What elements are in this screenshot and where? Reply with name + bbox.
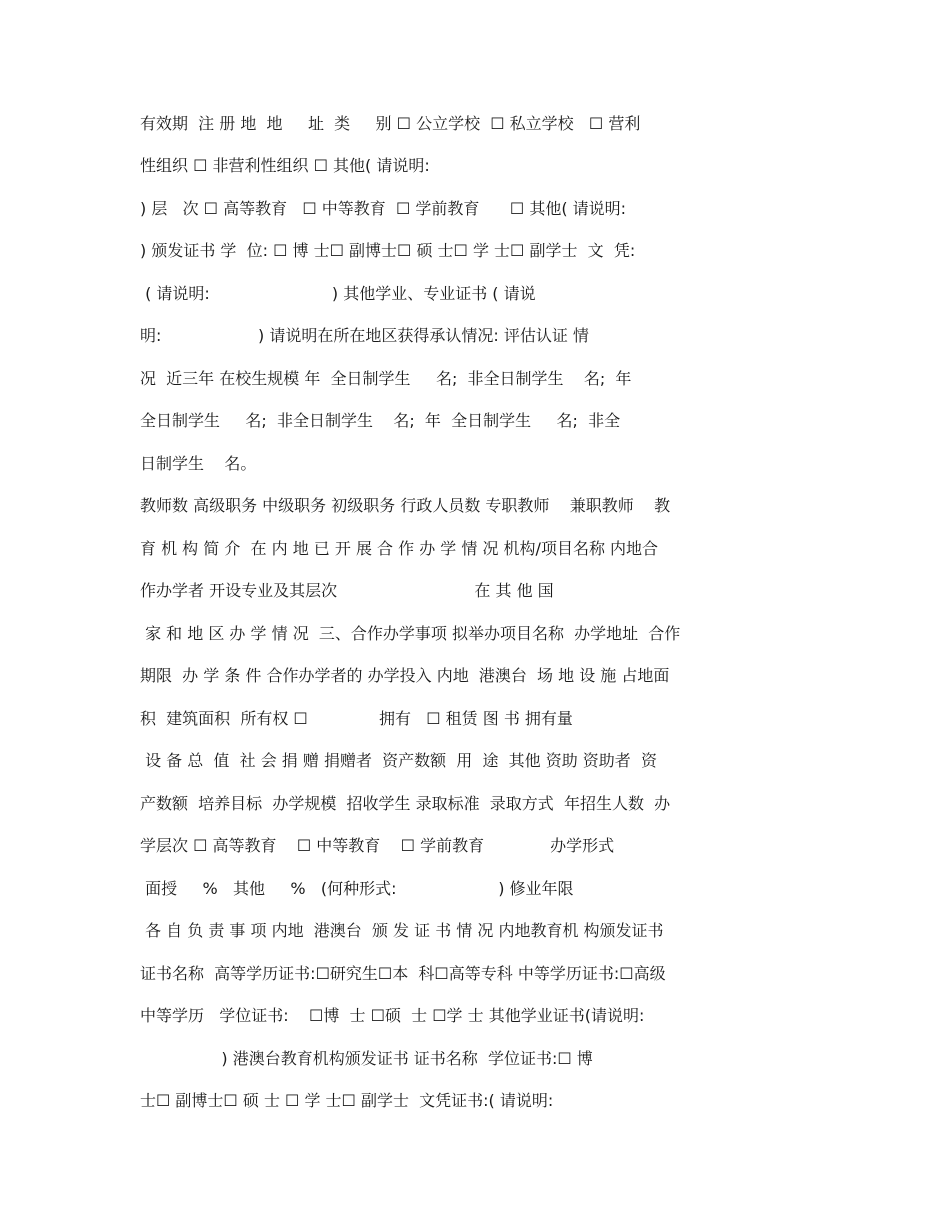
text-line: 期限 办 学 条 件 合作办学者的 办学投入 内地 港澳台 场 地 设 施 占地面 bbox=[140, 666, 670, 685]
text-line: 家 和 地 区 办 学 情 况 三、合作办学事项 拟举办项目名称 办学地址 合作 bbox=[140, 624, 681, 643]
text-line: 产数额 培养目标 办学规模 招收学生 录取标准 录取方式 年招生人数 办 bbox=[140, 794, 671, 813]
text-line: 有效期 注 册 地 地 址 类 别 ☐ 公立学校 ☐ 私立学校 ☐ 营利 bbox=[140, 114, 641, 133]
text-line: 教师数 高级职务 中级职务 初级职务 行政人员数 专职教师 兼职教师 教 bbox=[140, 496, 671, 515]
text-line: ) 颁发证书 学 位: ☐ 博 士☐ 副博士☐ 硕 士☐ 学 士☐ 副学士 文 凭: bbox=[140, 241, 636, 260]
text-line: 学层次 ☐ 高等教育 ☐ 中等教育 ☐ 学前教育 办学形式 bbox=[140, 836, 615, 855]
text-line: 况 近三年 在校生规模 年 全日制学生 名; 非全日制学生 名; 年 bbox=[140, 369, 632, 388]
text-line: 作办学者 开设专业及其层次 在 其 他 国 bbox=[140, 581, 554, 600]
text-line: 面授 % 其他 % (何种形式: ) 修业年限 bbox=[140, 879, 574, 898]
text-line: 各 自 负 责 事 项 内地 港澳台 颁 发 证 书 情 况 内地教育机 构颁发证书 bbox=[140, 921, 664, 940]
text-line: 性组织 ☐ 非营利性组织 ☐ 其他( 请说明: bbox=[140, 156, 430, 175]
text-line: ( 请说明: ) 其他学业、专业证书 ( 请说 bbox=[140, 284, 536, 303]
text-line: 积 建筑面积 所有权 ☐ 拥有 ☐ 租赁 图 书 拥有量 bbox=[140, 709, 573, 728]
text-line: 全日制学生 名; 非全日制学生 名; 年 全日制学生 名; 非全 bbox=[140, 411, 621, 430]
text-line: 证书名称 高等学历证书:☐研究生☐本 科☐高等专科 中等学历证书:☐高级 bbox=[140, 964, 666, 983]
text-line: 明: ) 请说明在所在地区获得承认情况: 评估认证 情 bbox=[140, 326, 589, 345]
text-line: ) 港澳台教育机构颁发证书 证书名称 学位证书:☐ 博 bbox=[140, 1049, 593, 1068]
text-line: 士☐ 副博士☐ 硕 士 ☐ 学 士☐ 副学士 文凭证书:( 请说明: bbox=[140, 1091, 554, 1110]
text-line: 育 机 构 简 介 在 内 地 已 开 展 合 作 办 学 情 况 机构/项目名称 内地合 bbox=[140, 539, 659, 558]
text-line: 日制学生 名。 bbox=[140, 454, 257, 473]
text-line: 设 备 总 值 社 会 捐 赠 捐赠者 资产数额 用 途 其他 资助 资助者 资 bbox=[140, 751, 657, 770]
text-line: 中等学历 学位证书: ☐博 士 ☐硕 士 ☐学 士 其他学业证书(请说明: bbox=[140, 1006, 645, 1025]
text-line: ) 层 次 ☐ 高等教育 ☐ 中等教育 ☐ 学前教育 ☐ 其他( 请说明: bbox=[140, 199, 627, 218]
